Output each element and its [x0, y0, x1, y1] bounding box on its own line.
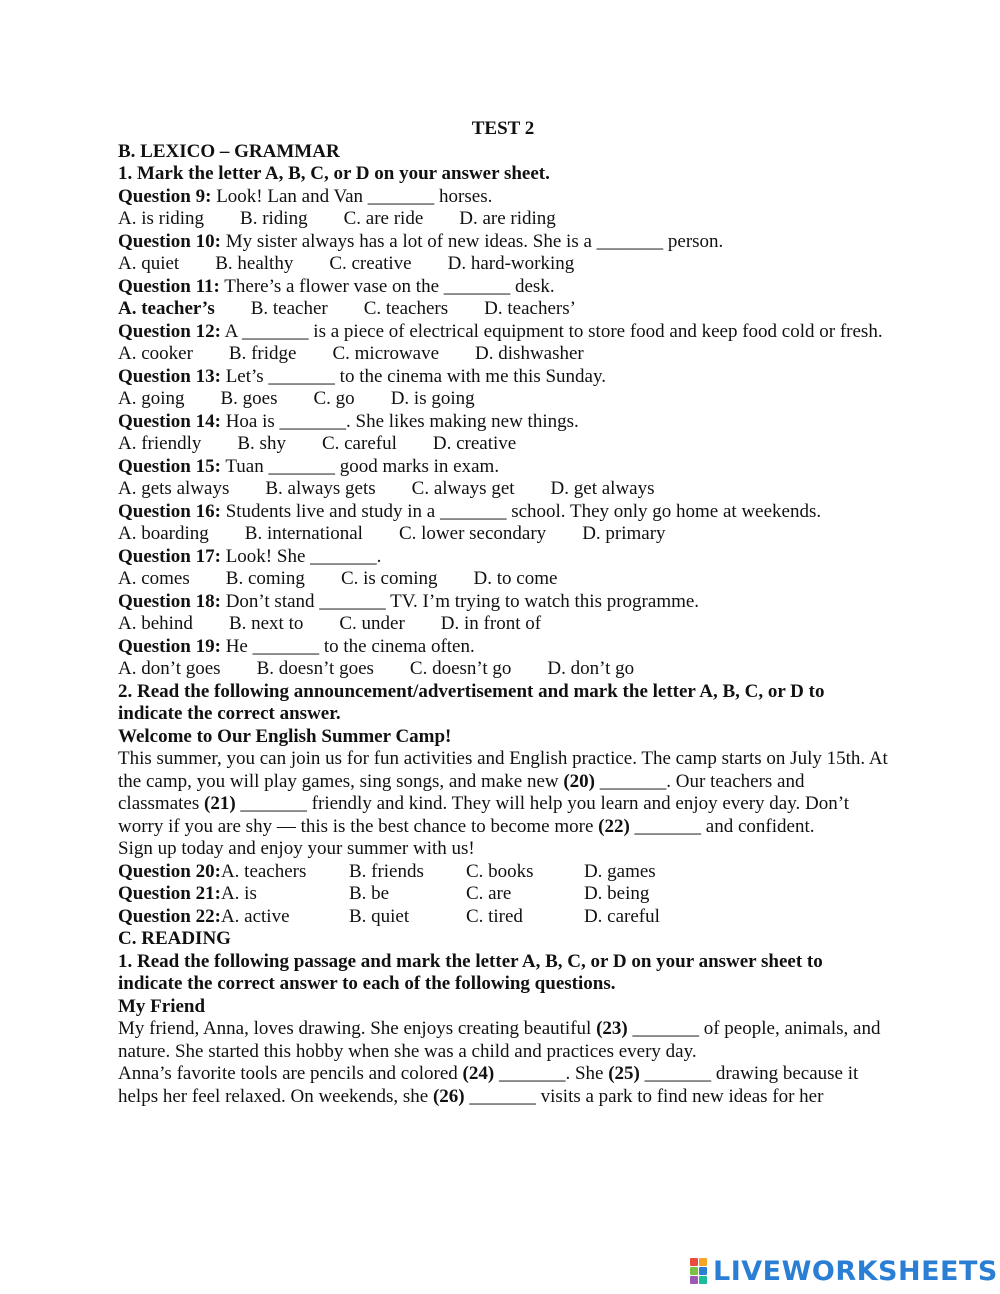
answer-option[interactable]: B. riding — [240, 208, 308, 229]
answer-option[interactable]: D. to come — [473, 568, 558, 589]
question-stem: Question 13: Let’s _______ to the cinema with me this Sunday. — [118, 365, 606, 387]
answer-option[interactable]: A. boarding — [118, 523, 209, 544]
answer-option[interactable]: C. tired — [465, 905, 523, 927]
answer-option[interactable]: B. next to — [228, 613, 304, 634]
answer-option[interactable]: D. is going — [390, 388, 475, 409]
answer-option[interactable]: C. is coming — [340, 568, 438, 589]
liveworksheets-logo — [690, 1254, 998, 1288]
answer-option[interactable]: D. hard-working — [447, 253, 575, 274]
answer-option[interactable]: C. are — [465, 883, 512, 904]
answer-option[interactable]: B. goes — [220, 388, 278, 409]
ad-question-row: Question 21:A. is B. be C. are D. being — [118, 883, 888, 906]
ad-question-list — [118, 861, 888, 929]
worksheet-page — [118, 118, 888, 1108]
answer-option[interactable]: A. don’t goes — [118, 658, 221, 679]
answer-option[interactable]: B. doesn’t goes — [256, 658, 374, 679]
answer-option[interactable]: C. microwave — [332, 343, 440, 364]
section-b-instruction-2: 2. Read the following announcement/advertisement and mark the letter A, B, C, or D to indicate the correct answer. — [118, 680, 825, 724]
answer-option[interactable]: D. get always — [550, 478, 655, 499]
section-b-heading: B. LEXICO – GRAMMAR — [118, 140, 340, 162]
answer-option[interactable]: C. go — [313, 388, 355, 409]
answer-option[interactable]: C. lower secondary — [398, 523, 547, 544]
question-stem: Question 9: Look! Lan and Van _______ horses. — [118, 185, 493, 207]
question-stem: Question 18: Don’t stand _______ TV. I’m trying to watch this programme. — [118, 590, 700, 612]
question-list — [118, 186, 888, 681]
answer-option[interactable]: D. don’t go — [547, 658, 635, 679]
answer-option[interactable]: A. going — [118, 388, 185, 409]
question-stem: Question 12: A _______ is a piece of electrical equipment to store food and keep food cold or fresh. — [118, 320, 883, 342]
answer-option[interactable]: D. in front of — [440, 613, 542, 634]
answer-option[interactable]: A. comes — [118, 568, 190, 589]
ad-question-row: Question 22:A. active B. quiet C. tired D. careful — [118, 906, 888, 929]
question-stem: Question 19: He _______ to the cinema often. — [118, 635, 475, 657]
answer-option[interactable]: D. games — [583, 860, 656, 882]
passage-paragraph-1: My friend, Anna, loves drawing. She enjoys creating beautiful (23) _______ of people, animals, and nature. She started this hobby when she was a child and practices every day. — [118, 1018, 881, 1062]
answer-option[interactable]: A. teachers — [220, 860, 307, 882]
answer-option[interactable]: A. teacher’s — [118, 298, 215, 319]
answer-options — [118, 433, 888, 456]
answer-options — [118, 388, 888, 411]
answer-option[interactable]: D. careful — [583, 905, 660, 927]
answer-options — [118, 208, 888, 231]
section-b-instruction: 1. Mark the letter A, B, C, or D on your answer sheet. — [118, 163, 550, 184]
answer-option[interactable]: D. primary — [582, 523, 666, 544]
answer-options — [118, 478, 888, 501]
answer-option[interactable]: C. creative — [329, 253, 412, 274]
answer-option[interactable]: C. always get — [411, 478, 515, 499]
answer-options — [118, 253, 888, 276]
answer-option[interactable]: B. always gets — [265, 478, 376, 499]
answer-options — [118, 298, 888, 321]
answer-option[interactable]: D. creative — [432, 433, 517, 454]
ad-signup-line: Sign up today and enjoy your summer with us! — [118, 838, 475, 859]
ad-title: Welcome to Our English Summer Camp! — [118, 725, 452, 747]
logo-text: LIVEWORKSHEETS — [713, 1255, 998, 1287]
answer-option[interactable]: C. careful — [321, 433, 397, 454]
answer-option[interactable]: B. international — [244, 523, 363, 544]
page-title: TEST 2 — [471, 118, 535, 139]
answer-option[interactable]: B. teacher — [250, 298, 328, 319]
question-stem: Question 10: My sister always has a lot of new ideas. She is a _______ person. — [118, 230, 724, 252]
answer-option[interactable]: C. under — [339, 613, 405, 634]
answer-option[interactable]: A. cooker — [118, 343, 193, 364]
answer-option[interactable]: A. active — [220, 905, 290, 927]
question-stem: Question 14: Hoa is _______. She likes making new things. — [118, 410, 579, 432]
answer-option[interactable]: B. be — [348, 883, 390, 904]
passage-paragraph-2: Anna’s favorite tools are pencils and colored (24) _______. She (25) _______ drawing because it helps her feel relaxed. On weekends, she (26) _______ visits a park to find new ideas for her — [118, 1063, 859, 1107]
answer-options — [118, 343, 888, 366]
answer-option[interactable]: B. healthy — [215, 253, 294, 274]
answer-options — [118, 523, 888, 546]
answer-option[interactable]: D. being — [583, 883, 650, 904]
question-stem: Question 15: Tuan _______ good marks in exam. — [118, 455, 500, 477]
answer-options — [118, 568, 888, 591]
answer-option[interactable]: A. gets always — [118, 478, 230, 499]
answer-option[interactable]: B. fridge — [228, 343, 297, 364]
answer-option[interactable]: D. are riding — [459, 208, 556, 229]
answer-option[interactable]: A. is riding — [118, 208, 205, 229]
answer-option[interactable]: C. books — [465, 860, 534, 882]
section-c-heading: C. READING — [118, 928, 231, 949]
answer-option[interactable]: C. are ride — [343, 208, 424, 229]
answer-option[interactable]: A. is — [220, 883, 257, 904]
ad-paragraph: This summer, you can join us for fun activities and English practice. The camp starts on July 15th. At the camp, you will play games, sing songs, and make new (20) _______. Our teachers and classmates (21) _______ friendly and kind. They will help you learn and enjoy every day. Don’t worry if you are shy — this is the best chance to become more (22) _______ and confident. — [118, 748, 888, 837]
answer-option[interactable]: D. teachers’ — [484, 298, 576, 319]
ad-question-row: Question 20:A. teachers B. friends C. books D. games — [118, 861, 888, 884]
answer-option[interactable]: B. quiet — [348, 905, 410, 927]
passage-title: My Friend — [118, 995, 206, 1017]
logo-mark-icon — [690, 1258, 707, 1284]
question-stem: Question 17: Look! She _______. — [118, 545, 382, 567]
answer-option[interactable]: C. doesn’t go — [409, 658, 512, 679]
answer-option[interactable]: B. shy — [237, 433, 286, 454]
answer-options — [118, 613, 888, 636]
answer-option[interactable]: D. dishwasher — [475, 343, 584, 364]
answer-option[interactable]: B. coming — [225, 568, 305, 589]
answer-option[interactable]: A. behind — [118, 613, 193, 634]
question-stem: Question 16: Students live and study in a _______ school. They only go home at weekends. — [118, 500, 822, 522]
answer-option[interactable]: C. teachers — [363, 298, 449, 319]
answer-option[interactable]: A. friendly — [118, 433, 202, 454]
section-c-instruction: 1. Read the following passage and mark the letter A, B, C, or D on your answer sheet to indicate the correct answer to each of the following questions. — [118, 950, 823, 994]
answer-option[interactable]: B. friends — [348, 860, 424, 882]
question-stem: Question 11: There’s a flower vase on the _______ desk. — [118, 275, 555, 297]
answer-option[interactable]: A. quiet — [118, 253, 180, 274]
answer-options — [118, 658, 888, 681]
